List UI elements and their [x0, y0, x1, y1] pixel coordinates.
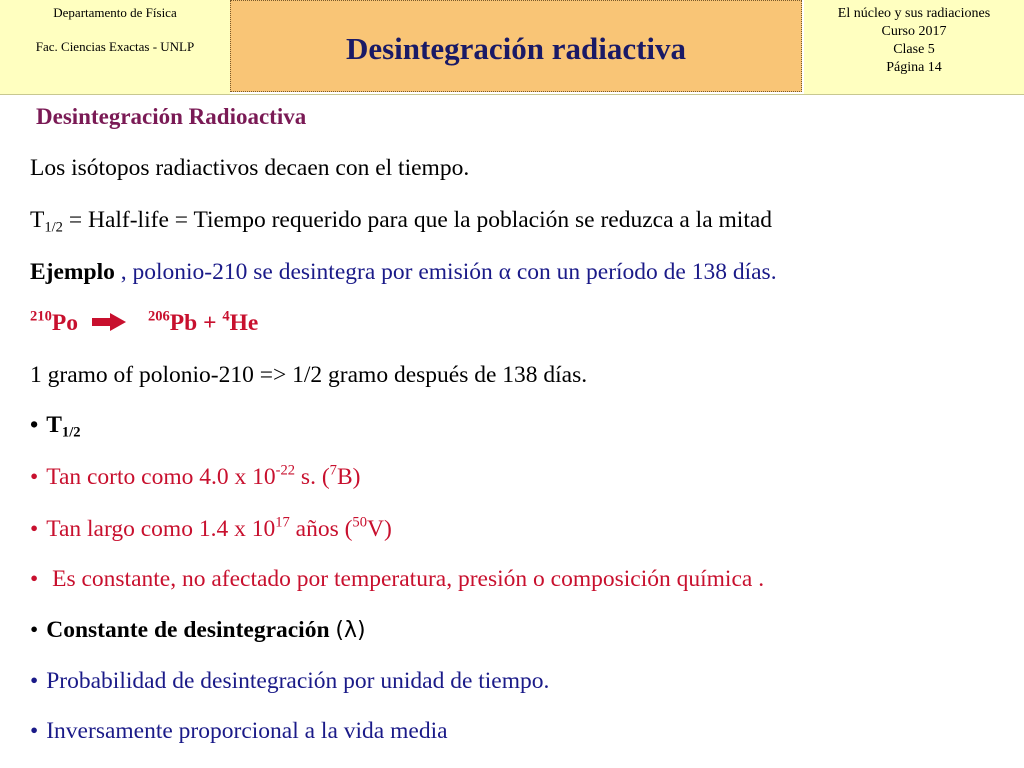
t12-symbol: T [46, 412, 62, 438]
corto-isotope: B) [336, 464, 361, 490]
halflife-subscript: 1/2 [44, 219, 63, 236]
po-symbol: Po [51, 310, 78, 336]
probabilidad-text: Probabilidad de desintegración por unidad de tiempo. [46, 668, 550, 694]
header-department [0, 0, 230, 94]
ejemplo-rest: con un período de 138 días. [510, 259, 777, 285]
line-reaction [30, 310, 258, 337]
bullet-icon: • [30, 617, 39, 643]
largo-exponent: 17 [275, 514, 290, 531]
line-inversa [30, 718, 448, 745]
section-subtitle: Desintegración Radioactiva [36, 104, 307, 129]
department-name: Departamento de Física [53, 5, 177, 20]
alpha-symbol: α [498, 259, 511, 285]
he-mass: 4 [222, 308, 230, 325]
t12-subscript: 1/2 [61, 424, 81, 441]
course-year: Curso 2017 [881, 24, 947, 39]
line-gramo: 1 gramo of polonio-210 => 1/2 gramo después de 138 días. [30, 362, 588, 388]
halflife-symbol: T [30, 207, 45, 233]
bullet-icon: • [30, 516, 39, 542]
constante-desint-text: Constante de desintegración [46, 617, 336, 643]
ejemplo-label: Ejemplo [30, 259, 115, 285]
bullet-icon: • [30, 718, 39, 744]
header-divider [0, 94, 1024, 95]
page-title: Desintegración radiactiva [345, 31, 687, 66]
bullet-icon: • [30, 566, 39, 592]
po-mass: 210 [30, 308, 52, 325]
class-number: Clase 5 [893, 42, 935, 57]
largo-isotope-mass: 50 [352, 514, 367, 531]
line-constante [30, 566, 764, 593]
inversa-text: Inversamente proporcional a la vida media [46, 718, 448, 744]
constante-text: Es constante, no afectado por temperatura, presión o composición química . [46, 566, 765, 592]
line-t12 [30, 412, 81, 439]
title-box [230, 0, 802, 92]
bullet-icon: • [30, 412, 39, 438]
page-number: Página 14 [886, 60, 942, 75]
corto-after: s. ( [295, 464, 330, 490]
header-course-info [804, 0, 1024, 94]
pb-symbol: Pb + [169, 310, 223, 336]
he-symbol: He [229, 310, 259, 336]
corto-isotope-mass: 7 [329, 462, 337, 479]
lambda-symbol: (λ) [335, 618, 366, 643]
largo-after: años ( [289, 516, 353, 542]
line-decay: Los isótopos radiactivos decaen con el tiempo. [30, 155, 470, 181]
line-ejemplo [30, 259, 777, 286]
line-halflife [30, 207, 772, 234]
line-probabilidad [30, 668, 549, 695]
pb-mass: 206 [147, 308, 170, 325]
line-corto [30, 464, 360, 491]
faculty-name: Fac. Ciencias Exactas - UNLP [35, 39, 195, 54]
course-name: El núcleo y sus radiaciones [837, 6, 991, 21]
reaction-arrow-icon [92, 313, 126, 331]
corto-text: Tan corto como 4.0 x 10 [46, 464, 276, 490]
bullet-icon: • [30, 668, 39, 694]
largo-isotope: V) [366, 516, 392, 542]
line-largo [30, 516, 392, 543]
line-constante-desintegracion [30, 617, 366, 644]
corto-exponent: -22 [275, 462, 296, 479]
ejemplo-text: , polonio-210 se desintegra por emisión [114, 259, 499, 285]
halflife-definition: = Half-life = Tiempo requerido para que la población se reduzca a la mitad [62, 207, 773, 233]
largo-text: Tan largo como 1.4 x 10 [46, 516, 276, 542]
bullet-icon: • [30, 464, 39, 490]
